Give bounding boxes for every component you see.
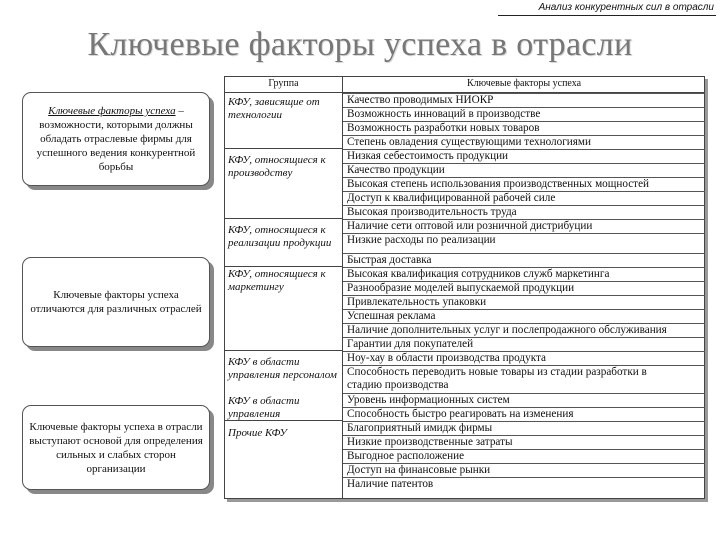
table-row: Наличие патентов (343, 477, 705, 491)
strengths-basis-box (22, 405, 210, 490)
strengths-basis-text: Ключевые факторы успеха в отрасли выступают основой для определения сильных и слабых сторон организации (29, 420, 203, 475)
group-technology: КФУ, зависящие от технологии (228, 96, 320, 121)
table-row: Возможность разработки новых товаров (343, 121, 705, 135)
table-row: Низкие производственные затраты (343, 435, 705, 449)
table-row: Степень овладения существующими технологиями (343, 135, 705, 149)
definition-term: Ключевые факторы успеха (48, 105, 176, 117)
group-production: КФУ, относящиеся к производству (228, 154, 326, 179)
table-row: Доступ к квалифицированной рабочей силе (343, 191, 705, 205)
table-row: Низкие расходы по реализации (343, 233, 705, 247)
industry-difference-text: Ключевые факторы успеха отличаются для различных отраслей (30, 289, 202, 315)
table-row: Доступ на финансовые рынки (343, 463, 705, 477)
table-row: Наличие сети оптовой или розничной дистрибуции (343, 219, 705, 233)
table-row: Выгодное расположение (343, 449, 705, 463)
table-row: Высокая степень использования производственных мощностей (343, 177, 705, 191)
column-header-factors: Ключевые факторы успеха (466, 78, 582, 89)
definition-rest: – возможности, которыми должны обладать отраслевые фирмы для успешного ведения конкурентной борьбы (36, 105, 196, 173)
group-divider (225, 218, 342, 219)
table-row: Качество проводимых НИОКР (343, 93, 705, 107)
definition-text (27, 104, 205, 174)
table-row: Качество продукции (343, 163, 705, 177)
table-header (225, 77, 704, 93)
table-row: Успешная реклама (343, 309, 705, 323)
group-divider (225, 148, 342, 149)
group-personnel: КФУ в области управления персоналом (228, 356, 337, 381)
table-row: Гарантии для покупателей (343, 337, 705, 351)
table-row: Способность переводить новые товары из стадии разработки в (343, 365, 705, 379)
group-divider (225, 420, 342, 421)
table-row: Наличие дополнительных услуг и послепродажного обслуживания (343, 323, 705, 337)
group-management: КФУ в области управления (228, 395, 300, 420)
header-note: Анализ конкурентных сил в отрасли (538, 2, 714, 13)
table-row: Привлекательность упаковки (343, 295, 705, 309)
table-row: Благоприятный имидж фирмы (343, 421, 705, 435)
table-row: Низкая себестоимость продукции (343, 149, 705, 163)
group-divider (225, 350, 342, 351)
table-row: Высокая производительность труда (343, 205, 705, 219)
factors-table (224, 76, 705, 499)
page-title: Ключевые факторы успеха в отрасли (87, 26, 633, 63)
group-other: Прочие КФУ (228, 427, 287, 439)
table-row: Разнообразие моделей выпускаемой продукции (343, 281, 705, 295)
table-row: Высокая квалификация сотрудников служб маркетинга (343, 267, 705, 281)
table-row: Ноу-хау в области производства продукта (343, 351, 705, 365)
header-rule (498, 15, 716, 16)
definition-box (22, 92, 210, 186)
industry-difference-box (22, 257, 210, 347)
table-row: стадию производства (347, 379, 449, 391)
table-row: Быстрая доставка (343, 253, 705, 267)
column-header-group: Группа (268, 78, 299, 89)
group-marketing: КФУ, относящиеся к маркетингу (228, 268, 326, 293)
table-row: Уровень информационных систем (343, 393, 705, 407)
table-row: Способность быстро реагировать на изменения (343, 407, 705, 421)
group-sales: КФУ, относящиеся к реализации продукции (228, 224, 332, 249)
group-divider (225, 266, 342, 267)
table-row: Возможность инноваций в производстве (343, 107, 705, 121)
